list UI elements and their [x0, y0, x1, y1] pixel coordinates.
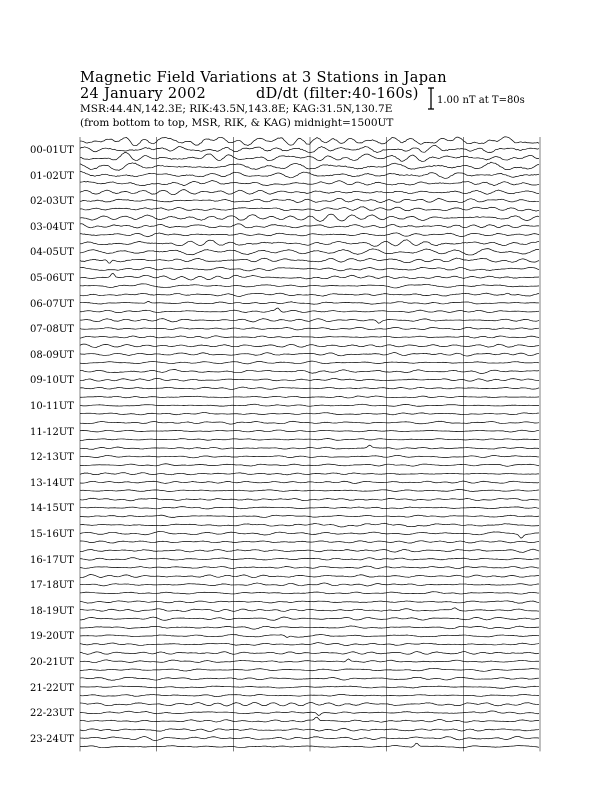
station-trace-rik: [80, 145, 539, 152]
station-trace-kag: [80, 601, 539, 603]
station-trace-msr: [80, 592, 539, 594]
station-trace-kag: [80, 214, 539, 221]
row-label: 22-23UT: [30, 708, 74, 720]
scale-label: 1.00 nT at T=80s: [437, 95, 525, 106]
station-trace-rik: [80, 507, 539, 509]
station-trace-msr: [80, 743, 539, 748]
scale-bar: [428, 88, 434, 109]
station-order-note: (from bottom to top, MSR, RIK, & KAG) midnight=1500UT: [80, 117, 394, 129]
station-trace-msr: [80, 308, 539, 313]
station-trace-kag: [80, 498, 539, 501]
station-trace-rik: [80, 583, 539, 586]
station-trace-rik: [80, 659, 539, 663]
row-label: 23-24UT: [30, 733, 74, 745]
station-trace-kag: [80, 344, 539, 347]
station-trace-kag: [80, 240, 539, 247]
station-trace-msr: [80, 694, 539, 696]
station-trace-kag: [80, 728, 539, 731]
row-label: 12-13UT: [30, 452, 74, 464]
station-trace-msr: [80, 717, 539, 722]
station-trace-rik: [80, 532, 539, 539]
station-trace-rik: [80, 353, 539, 356]
row-label: 18-19UT: [30, 605, 74, 617]
station-trace-kag: [80, 293, 539, 296]
row-label: 09-10UT: [30, 375, 74, 387]
station-trace-msr: [80, 284, 539, 288]
row-label: 21-22UT: [30, 682, 74, 694]
station-trace-rik: [80, 404, 539, 406]
station-trace-msr: [80, 181, 539, 186]
station-trace-kag: [80, 162, 539, 170]
station-trace-msr: [80, 541, 539, 543]
station-trace-rik: [80, 481, 539, 483]
station-trace-kag: [80, 652, 539, 655]
row-label: 11-12UT: [30, 426, 74, 438]
station-trace-kag: [80, 702, 539, 706]
row-label: 04-05UT: [30, 247, 74, 259]
row-label: 02-03UT: [30, 196, 74, 208]
station-trace-msr: [80, 233, 539, 237]
station-trace-kag: [80, 267, 539, 271]
filter-label: dD/dt (filter:40-160s): [256, 86, 419, 102]
station-trace-msr: [80, 566, 539, 568]
row-label: 08-09UT: [30, 349, 74, 361]
station-trace-msr: [80, 207, 539, 211]
row-label: 17-18UT: [30, 580, 74, 592]
station-trace-kag: [80, 677, 539, 680]
station-trace-msr: [80, 258, 539, 263]
row-label: 13-14UT: [30, 477, 74, 489]
station-trace-kag: [80, 190, 539, 195]
station-trace-rik: [80, 273, 539, 280]
station-trace-rik: [80, 686, 539, 688]
date-filter-line: [80, 86, 419, 102]
station-trace-rik: [80, 736, 539, 740]
row-label: 16-17UT: [30, 554, 74, 566]
station-trace-msr: [80, 617, 539, 620]
date-label: 24 January 2002: [80, 86, 206, 102]
station-trace-msr: [80, 515, 539, 517]
station-trace-rik: [80, 634, 539, 637]
station-trace-kag: [80, 369, 539, 373]
station-trace-kag: [80, 421, 539, 424]
station-trace-kag: [80, 445, 539, 449]
row-label: 10-11UT: [30, 401, 74, 412]
row-label: 06-07UT: [30, 298, 74, 310]
row-label: 07-08UT: [30, 324, 74, 336]
row-label: 15-16UT: [30, 529, 74, 540]
station-trace-kag: [80, 523, 539, 527]
station-trace-msr: [80, 152, 539, 161]
station-trace-msr: [80, 490, 539, 492]
station-trace-kag: [80, 396, 539, 398]
row-label: 19-20UT: [30, 631, 74, 643]
station-trace-msr: [80, 336, 539, 338]
station-trace-msr: [80, 643, 539, 646]
station-trace-rik: [80, 608, 539, 612]
station-trace-rik: [80, 378, 539, 381]
station-trace-kag: [80, 549, 539, 552]
row-label: 01-02UT: [30, 170, 74, 182]
station-coordinates: MSR:44.4N,142.3E; RIK:43.5N,143.8E; KAG:31.5N,130.7E: [80, 103, 393, 115]
station-trace-rik: [80, 249, 539, 255]
row-label: 14-15UT: [30, 503, 74, 515]
row-label: 03-04UT: [30, 221, 74, 233]
station-trace-msr: [80, 413, 539, 415]
station-trace-kag: [80, 626, 539, 629]
station-trace-rik: [80, 302, 539, 305]
row-label: 05-06UT: [30, 273, 74, 284]
station-trace-rik: [80, 558, 539, 560]
row-label: 20-21UT: [30, 657, 74, 668]
station-trace-rik: [80, 224, 539, 228]
station-trace-msr: [80, 668, 539, 671]
chart-title: Magnetic Field Variations at 3 Stations in Japan: [80, 70, 447, 86]
station-trace-kag: [80, 473, 539, 475]
station-trace-msr: [80, 387, 539, 389]
station-trace-rik: [80, 711, 539, 715]
station-trace-kag: [80, 319, 539, 324]
row-label: 00-01UT: [30, 145, 74, 156]
station-trace-rik: [80, 327, 539, 329]
trace-layer: [80, 137, 539, 748]
station-trace-msr: [80, 464, 539, 466]
station-trace-rik: [80, 198, 539, 202]
station-trace-msr: [80, 438, 539, 440]
station-trace-kag: [80, 137, 539, 146]
hour-grid: [80, 137, 540, 751]
station-trace-rik: [80, 172, 539, 179]
station-trace-kag: [80, 574, 539, 577]
station-trace-msr: [80, 361, 539, 364]
station-trace-rik: [80, 430, 539, 432]
station-trace-rik: [80, 455, 539, 457]
